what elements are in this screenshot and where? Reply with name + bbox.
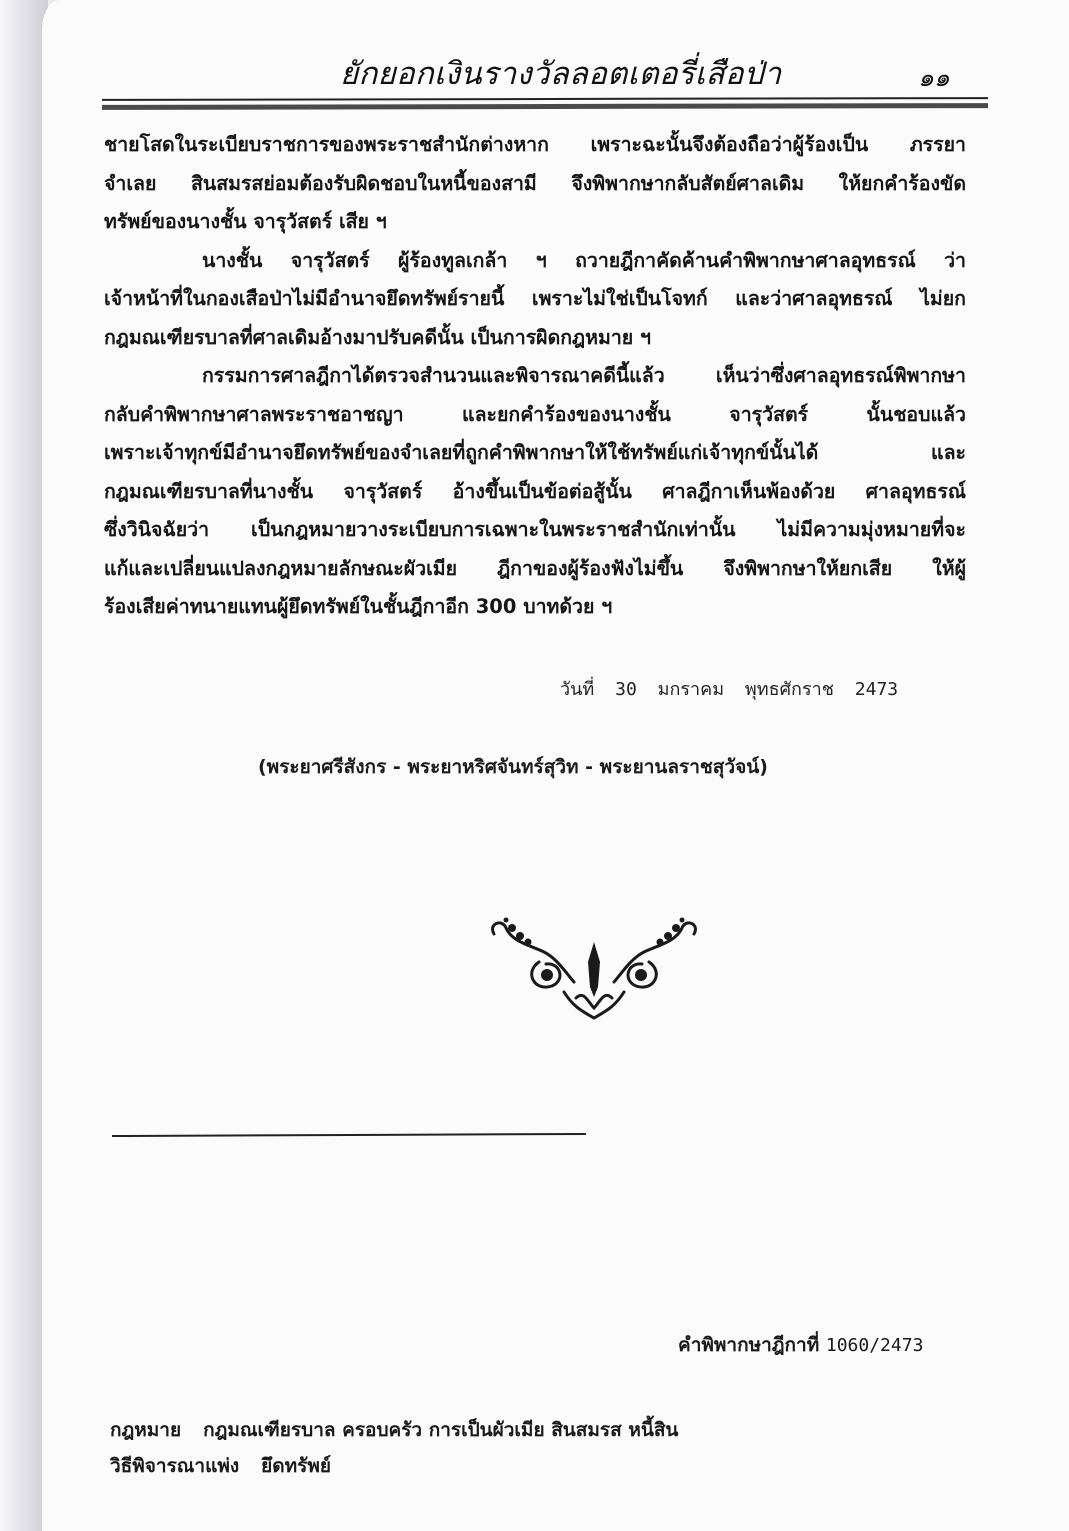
keyword-row — [110, 1412, 678, 1448]
paragraph-2 — [104, 242, 966, 358]
text-line: ร้องเสียค่าทนายแทนผู้ยึดทรัพย์ในชั้นฎีกาอีก 300 บาทด้วย ฯ — [104, 595, 613, 618]
keywords-section — [110, 1412, 678, 1484]
text-line: กรรมการศาลฎีกาได้ตรวจสำนวนและพิจารณาคดีนี้แล้ว เห็นว่าซึ่งศาลอุทธรณ์พิพากษา — [202, 364, 966, 387]
case-reference-number: 1060/2473 — [825, 1335, 924, 1356]
keyword-value: ยึดทรัพย์ — [261, 1455, 331, 1477]
text-line: จำเลย สินสมรสย่อมต้องรับผิดชอบในหนี้ของสามี จึงพิพากษากลับสัตย์ศาลเดิม ให้ยกคำร้องขัด — [104, 171, 966, 195]
text-line: แก้และเปลี่ยนแปลงกฎหมายลักษณะผัวเมีย ฎีกาของผู้ร้องฟังไม่ขึ้น จึงพิพากษาให้ยกเสีย ให้ผู้ — [104, 556, 966, 580]
judgment-body — [104, 126, 966, 627]
floral-ornament-icon — [484, 912, 704, 1022]
page-number: ๑๑ — [918, 63, 950, 92]
text-line: ชายโสดในระเบียบราชการของพระราชสำนักต่างหาก เพราะฉะนั้นจึงต้องถือว่าผู้ร้องเป็น ภรรยา — [104, 133, 966, 156]
text-line: เพราะเจ้าทุกข์มีอำนาจยึดทรัพย์ของจำเลยที่ถูกคำพิพากษาให้ใช้ทรัพย์แก่เจ้าทุกข์นั้นได้ และ — [104, 441, 966, 464]
case-reference-label: คำพิพากษาฎีกาที่ — [678, 1334, 820, 1356]
keyword-row — [110, 1448, 678, 1484]
text-line: ซึ่งวินิจฉัยว่า เป็นกฎหมายวางระเบียบการเฉพาะในพระราชสำนักเท่านั้น ไม่มีความมุ่งหมายที่จะ — [104, 518, 966, 541]
paragraph-1 — [104, 126, 966, 242]
page-binding-edge — [0, 0, 48, 1531]
text-line: เจ้าหน้าที่ในกองเสือป่าไม่มีอำนาจยึดทรัพย์รายนี้ เพราะไม่ใช่เป็นโจทก์ และว่าศาลอุทธรณ์ ไม่ยก — [104, 287, 966, 310]
judges-names: (พระยาศรีสังกร - พระยาหริศจันทร์สุวิท - พระยานลราชสุวัจน์) — [258, 756, 768, 778]
judgment-date: วันที่ 30 มกราคม พุทธศักราช 2473 — [560, 679, 899, 700]
case-reference — [678, 1330, 923, 1360]
keyword-value: กฎมณเฑียรบาล ครอบครัว การเป็นผัวเมีย สินสมรส หนี้สิน — [203, 1419, 679, 1441]
text-line: นางชั้น จารุวัสตร์ ผู้ร้องทูลเกล้า ฯ ถวายฎีกาคัดค้านคำพิพากษาศาลอุทธรณ์ ว่า — [202, 248, 966, 272]
keyword-label: กฎหมาย — [110, 1419, 182, 1441]
text-line: กฎมณเฑียรบาลที่ศาลเดิมอ้างมาปรับคดีนั้น เป็นการผิดกฎหมาย ฯ — [104, 325, 651, 349]
text-line: ทรัพย์ของนางชั้น จารุวัสตร์ เสีย ฯ — [104, 210, 387, 233]
text-line: กลับคำพิพากษาศาลพระราชอาชญา และยกคำร้องของนางชั้น จารุวัสตร์ นั้นชอบแล้ว — [104, 402, 966, 426]
paragraph-3 — [104, 357, 966, 627]
running-title: ยักยอกเงินรางวัลลอตเตอรี่เสือป่า — [340, 56, 782, 92]
keyword-label: วิธีพิจารณาแพ่ง — [110, 1455, 240, 1477]
text-line: กฎมณเฑียรบาลที่นางชั้น จารุวัสตร์ อ้างขึ้นเป็นข้อต่อสู้นั้น ศาลฎีกาเห็นพ้องด้วย ศาลอุทธรณ์ — [104, 479, 966, 503]
